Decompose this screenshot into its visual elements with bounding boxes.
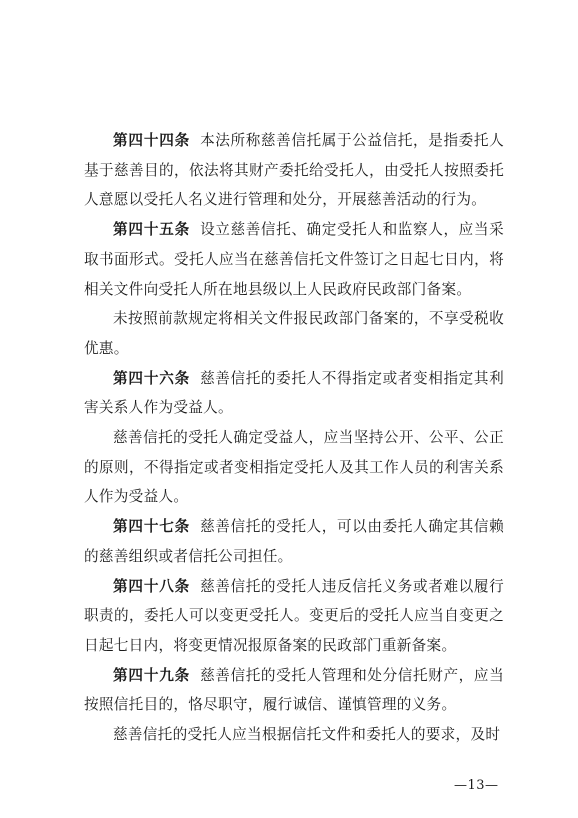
article-49-paragraph xyxy=(84,661,504,720)
article-45-clause-2 xyxy=(84,304,504,363)
page-number: —13— xyxy=(454,778,499,793)
article-48-text: 慈善信托的受托人违反信托义务或者难以履行职责的，委托人可以变更受托人。变更后的受托人应当自变更之日起七日内，将变更情况报原备案的民政部门重新备案。 xyxy=(84,577,504,654)
article-49-clause-2 xyxy=(84,720,504,750)
article-46-clause-2-text: 慈善信托的受托人确定受益人，应当坚持公开、公平、公正的原则，不得指定或者变相指定受托人及其工作人员的利害关系人作为受益人。 xyxy=(84,429,504,506)
article-47-title: 第四十七条 xyxy=(113,518,191,536)
article-45-paragraph xyxy=(84,215,504,304)
article-46-clause-2 xyxy=(84,423,504,512)
article-47-paragraph xyxy=(84,512,504,571)
article-49-clause-2-text: 慈善信托的受托人应当根据信托文件和委托人的要求，及时 xyxy=(113,726,501,744)
document-body xyxy=(84,126,504,750)
article-45-text: 设立慈善信托、确定受托人和监察人，应当采取书面形式。受托人应当在慈善信托文件签订之日起七日内，将相关文件向受托人所在地县级以上人民政府民政部门备案。 xyxy=(84,221,504,298)
article-45-clause-2-text: 未按照前款规定将相关文件报民政部门备案的，不享受税收优惠。 xyxy=(84,310,504,357)
article-46-title: 第四十六条 xyxy=(113,369,191,387)
article-44-title: 第四十四条 xyxy=(113,132,191,149)
article-49-text: 慈善信托的受托人管理和处分信托财产，应当按照信托目的，恪尽职守，履行诚信、谨慎管理的义务。 xyxy=(84,666,504,714)
article-47-text: 慈善信托的受托人，可以由委托人确定其信赖的慈善组织或者信托公司担任。 xyxy=(84,518,504,565)
article-48-paragraph xyxy=(84,572,504,661)
article-49-title: 第四十九条 xyxy=(113,666,191,684)
article-44-text: 本法所称慈善信托属于公益信托，是指委托人基于慈善目的，依法将其财产委托给受托人，由受托人按照委托人意愿以受托人名义进行管理和处分，开展慈善活动的行为。 xyxy=(84,132,504,209)
article-44-paragraph xyxy=(84,126,504,215)
article-46-paragraph xyxy=(84,364,504,423)
article-45-title: 第四十五条 xyxy=(113,221,191,239)
article-46-text: 慈善信托的委托人不得指定或者变相指定其利害关系人作为受益人。 xyxy=(84,369,504,417)
article-48-title: 第四十八条 xyxy=(113,577,191,595)
